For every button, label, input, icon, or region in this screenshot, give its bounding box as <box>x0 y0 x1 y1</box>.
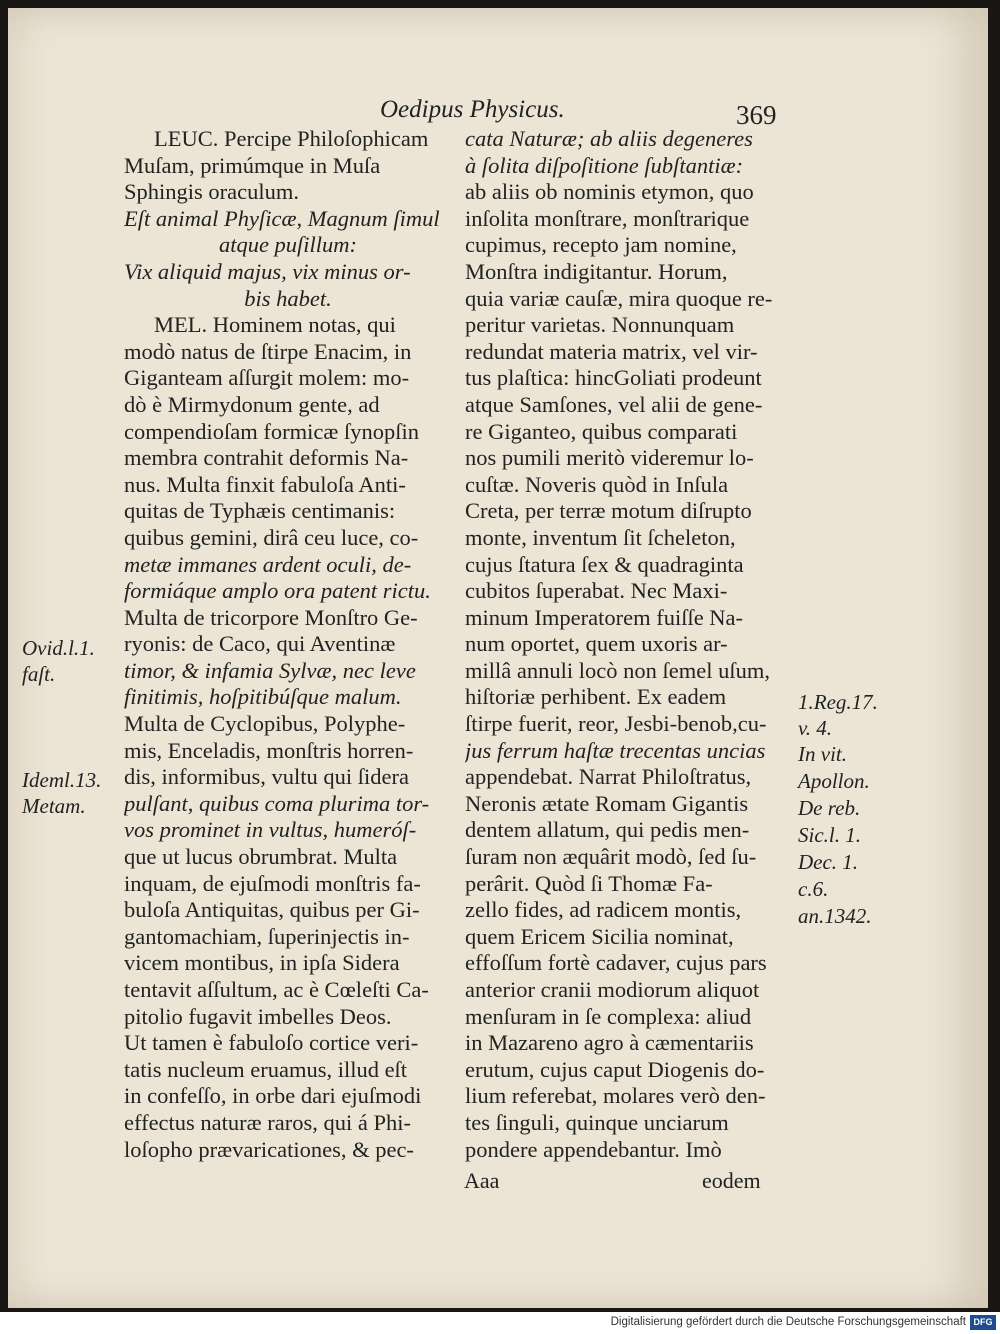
text-line: formiáque amplo ora patent rictu. <box>124 578 431 604</box>
text-line: anterior cranii modiorum aliquot <box>465 977 760 1002</box>
text-line: appendebat. Narrat Philoſtratus, <box>465 764 752 790</box>
text-line: timor, & infamia Sylvæ, nec leve <box>124 657 416 683</box>
text-line: re Giganteo, quibus comparati <box>465 418 738 444</box>
text-line: tus plaſtica: hincGoliati prodeunt <box>465 365 762 391</box>
text-line: tentavit aſſultum, ac è Cœleſti Ca- <box>124 977 429 1002</box>
margin-note: Ideml.13. <box>22 768 102 792</box>
text-line: compendioſam formicæ ſynopſin <box>124 418 419 444</box>
text-line: monte, inventum ſit ſcheleton, <box>465 524 736 550</box>
text-line: Multa de Cyclopibus, Polyphe- <box>124 711 406 737</box>
text-line: ſtirpe fuerit, reor, Jesbi-benob,cu- <box>465 711 767 737</box>
text-line: modò natus de ſtirpe Enacim, in <box>124 338 412 364</box>
text-line: cuſtæ. Noveris quòd in Inſula <box>465 471 729 497</box>
text-line: cujus ſtatura ſex & quadraginta <box>465 551 744 577</box>
text-line: tes ſinguli, quinque unciarum <box>465 1109 729 1135</box>
text-line: quem Ericem Sicilia nominat, <box>465 923 734 949</box>
right-text-column <box>465 126 795 1163</box>
text-line: mis, Enceladis, monſtris horren- <box>124 737 414 763</box>
text-line: gantomachiam, ſuperinjectis in- <box>124 923 410 949</box>
left-text-column <box>124 126 452 1163</box>
text-line: cubitos ſuperabat. Nec Maxi- <box>465 578 728 604</box>
text-line: buloſa Antiquitas, quibus per Gi- <box>124 897 420 923</box>
text-line: LEUC. Percipe Philoſophicam <box>154 126 429 151</box>
margin-note: c.6. <box>798 877 829 901</box>
text-line: ſuram non æquârit modò, ſed ſu- <box>465 844 757 870</box>
margin-note: In vit. <box>798 742 847 766</box>
text-line: membra contrahit deformis Na- <box>124 445 409 471</box>
text-line: lium referebat, molares verò den- <box>465 1083 766 1109</box>
text-line: dentem allatum, qui pedis men- <box>465 817 750 843</box>
text-line: cupimus, recepto jam nomine, <box>465 232 737 258</box>
text-line: quitas de Typhæis centimanis: <box>124 498 396 524</box>
text-line: jus ferrum haſtæ trecentas uncias <box>465 737 766 763</box>
text-line: pulſant, quibus coma plurima tor- <box>124 790 430 816</box>
text-line: Eſt animal Phyſicæ, Magnum ſimul <box>124 205 440 231</box>
text-line: nus. Multa finxit fabuloſa Anti- <box>124 471 406 497</box>
footer-bar <box>0 1312 1000 1334</box>
text-line: MEL. Hominem notas, qui <box>154 312 396 338</box>
text-line: millâ annuli locò non ſemel uſum, <box>465 657 770 683</box>
book-page <box>8 8 988 1308</box>
text-line: nos pumili meritò videremur lo- <box>465 445 754 471</box>
text-line: tatis nucleum eruamus, illud eſt <box>124 1056 408 1082</box>
margin-note: an.1342. <box>798 904 872 928</box>
catchword: eodem <box>702 1168 761 1193</box>
margin-note: Ovid.l.1. <box>22 636 95 660</box>
dfg-logo-icon: DFG <box>970 1315 996 1330</box>
text-line: Multa de tricorpore Monſtro Ge- <box>124 604 418 630</box>
margin-note: Sic.l. 1. <box>798 823 861 847</box>
text-line: quia variæ cauſæ, mira quoque re- <box>465 285 773 311</box>
text-line: in confeſſo, in orbe dari ejuſmodi <box>124 1083 422 1109</box>
text-line: dis, informibus, vultu qui ſidera <box>124 764 409 790</box>
text-line: perârit. Quòd ſi Thomæ Fa- <box>465 870 713 896</box>
text-line: effoſſum fortè cadaver, cujus pars <box>465 950 767 976</box>
text-line: finitimis, hoſpitibúſque malum. <box>124 684 402 710</box>
text-line: atque puſillum: <box>218 232 358 258</box>
text-line: Muſam, primúmque in Muſa <box>124 152 381 178</box>
text-line: ryonis: de Caco, qui Aventinæ <box>124 631 396 657</box>
text-line: in Mazareno agro à cæmentariis <box>465 1030 754 1056</box>
text-line: Monſtra indigitantur. Horum, <box>465 258 728 284</box>
text-line: bis habet. <box>244 285 332 311</box>
text-line: metæ immanes ardent oculi, de- <box>124 551 412 577</box>
text-line: hiſtoriæ perhibent. Ex eadem <box>465 684 727 710</box>
text-line: cata Naturæ; ab aliis degeneres <box>465 126 753 151</box>
margin-note: Dec. 1. <box>798 850 859 874</box>
text-line: Vix aliquid majus, vix minus or- <box>124 258 411 284</box>
text-line: pondere appendebantur. Imò <box>465 1136 722 1162</box>
margin-note: De reb. <box>798 796 861 820</box>
running-title: Oedipus Physicus. <box>380 96 565 123</box>
text-line: vicem montibus, in ipſa Sidera <box>124 950 400 976</box>
text-line: ab aliis ob nominis etymon, quo <box>465 179 754 205</box>
text-line: Ut tamen è fabuloſo cortice veri- <box>124 1030 419 1056</box>
text-line: redundat materia matrix, vel vir- <box>465 338 758 364</box>
text-line: à ſolita diſpoſitione ſubſtantiæ: <box>465 152 744 178</box>
page-number: 369 <box>736 100 777 130</box>
text-line: menſuram in ſe complexa: aliud <box>465 1003 752 1029</box>
text-line: inſolita monſtrare, monſtrarique <box>465 205 750 231</box>
margin-note: faſt. <box>22 662 56 686</box>
text-line: loſopho prævaricationes, & pec- <box>124 1136 414 1162</box>
text-line: Sphingis oraculum. <box>124 179 299 205</box>
text-line: erutum, cujus caput Diogenis do- <box>465 1056 765 1082</box>
signature-mark: Aaa <box>464 1168 500 1193</box>
margin-note: v. 4. <box>798 716 833 740</box>
footer-credit: Digitalisierung gefördert durch die Deutsche Forschungsgemeinschaft <box>610 1316 966 1328</box>
text-line: atque Samſones, vel alii de gene- <box>465 391 763 417</box>
text-line: pitolio fugavit imbelles Deos. <box>124 1003 392 1029</box>
text-line: dò è Mirmydonum gente, ad <box>124 391 380 417</box>
text-line: quibus gemini, dirâ ceu luce, co- <box>124 524 419 550</box>
text-line: num oportet, quem uxoris ar- <box>465 631 728 657</box>
margin-note: 1.Reg.17. <box>798 690 878 714</box>
text-line: inquam, de ejuſmodi monſtris fa- <box>124 870 421 896</box>
text-line: Neronis ætate Romam Gigantis <box>465 790 749 816</box>
text-line: Giganteam aſſurgit molem: mo- <box>124 365 410 391</box>
text-line: que ut lucus obrumbrat. Multa <box>124 844 398 870</box>
margin-note: Apollon. <box>798 769 870 793</box>
text-line: effectus naturæ raros, qui á Phi- <box>124 1109 412 1135</box>
margin-note: Metam. <box>22 794 86 818</box>
text-line: zello fides, ad radicem montis, <box>465 897 742 923</box>
text-line: peritur varietas. Nonnunquam <box>465 312 735 338</box>
text-line: Creta, per terræ motum diſrupto <box>465 498 752 524</box>
text-line: minum Imperatorem fuiſſe Na- <box>465 604 744 630</box>
text-line: vos prominet in vultus, humeróſ- <box>124 817 417 843</box>
